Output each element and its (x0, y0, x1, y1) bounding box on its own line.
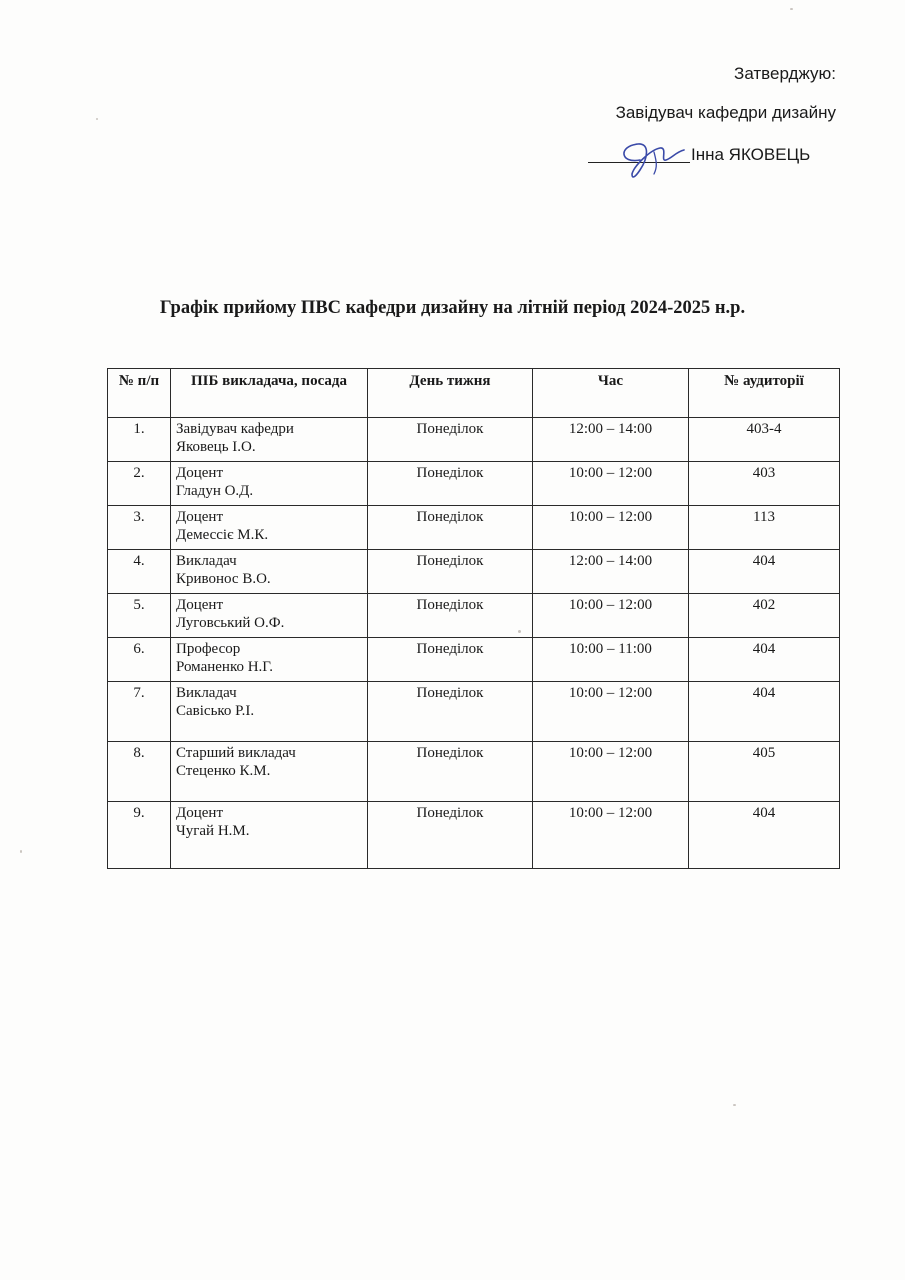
table-row (108, 594, 840, 638)
weekday: Понеділок (368, 418, 533, 462)
weekday: Понеділок (368, 742, 533, 802)
scan-speck (96, 118, 98, 120)
header-room: № аудиторії (689, 369, 840, 418)
time-slot: 10:00 – 12:00 (533, 682, 689, 742)
room-number: 404 (689, 802, 840, 869)
table-row (108, 418, 840, 462)
table-row (108, 682, 840, 742)
teacher-cell (171, 594, 368, 638)
document-title: Графік прийому ПВС кафедри дизайну на літній період 2024-2025 н.р. (159, 298, 746, 318)
signer-name: Інна ЯКОВЕЦЬ (691, 145, 811, 164)
teacher-cell (171, 418, 368, 462)
room-number: 404 (689, 682, 840, 742)
time-slot: 12:00 – 14:00 (533, 418, 689, 462)
teacher-cell (171, 506, 368, 550)
room-number: 402 (689, 594, 840, 638)
row-number: 9. (108, 802, 171, 869)
header-day: День тижня (368, 369, 533, 418)
approver-position: Завідувач кафедри дизайну (615, 103, 836, 122)
room-number: 404 (689, 550, 840, 594)
weekday: Понеділок (368, 594, 533, 638)
row-number: 3. (108, 506, 171, 550)
time-slot: 12:00 – 14:00 (533, 550, 689, 594)
teacher-cell (171, 462, 368, 506)
time-slot: 10:00 – 12:00 (533, 802, 689, 869)
row-number: 7. (108, 682, 171, 742)
scan-speck (790, 8, 793, 10)
table-row (108, 638, 840, 682)
table-row (108, 506, 840, 550)
teacher-name: Стеценко К.М. (176, 763, 271, 779)
row-number: 8. (108, 742, 171, 802)
table-row (108, 742, 840, 802)
time-slot: 10:00 – 12:00 (533, 462, 689, 506)
time-slot: 10:00 – 12:00 (533, 742, 689, 802)
room-number: 113 (689, 506, 840, 550)
row-number: 4. (108, 550, 171, 594)
table-header-row (108, 369, 840, 418)
time-slot: 10:00 – 11:00 (533, 638, 689, 682)
teacher-position: Доцент (176, 465, 223, 481)
weekday: Понеділок (368, 462, 533, 506)
teacher-position: Професор (176, 641, 241, 657)
teacher-position: Доцент (176, 805, 223, 821)
teacher-position: Доцент (176, 597, 223, 613)
teacher-cell (171, 742, 368, 802)
table-row (108, 802, 840, 869)
scan-speck (20, 850, 22, 853)
teacher-position: Викладач (176, 553, 237, 569)
table-row (108, 550, 840, 594)
time-slot: 10:00 – 12:00 (533, 506, 689, 550)
teacher-cell (171, 550, 368, 594)
header-person: ПІБ викладача, посада (171, 369, 368, 418)
row-number: 6. (108, 638, 171, 682)
room-number: 404 (689, 638, 840, 682)
teacher-position: Старший викладач (176, 745, 296, 761)
table-row (108, 462, 840, 506)
scan-speck (518, 630, 521, 633)
teacher-position: Завідувач кафедри (176, 421, 294, 437)
teacher-name: Яковець І.О. (176, 439, 256, 455)
scan-speck (733, 1104, 736, 1106)
teacher-name: Чугай Н.М. (176, 823, 250, 839)
teacher-name: Кривонос В.О. (176, 571, 271, 587)
room-number: 405 (689, 742, 840, 802)
room-number: 403-4 (689, 418, 840, 462)
header-num: № п/п (108, 369, 171, 418)
teacher-position: Доцент (176, 509, 223, 525)
handwritten-signature (610, 130, 690, 182)
teacher-cell (171, 802, 368, 869)
approval-heading: Затверджую: (734, 64, 836, 83)
weekday: Понеділок (368, 802, 533, 869)
teacher-name: Демессіє М.К. (176, 527, 269, 543)
teacher-position: Викладач (176, 685, 237, 701)
row-number: 2. (108, 462, 171, 506)
weekday: Понеділок (368, 638, 533, 682)
weekday: Понеділок (368, 506, 533, 550)
weekday: Понеділок (368, 550, 533, 594)
row-number: 5. (108, 594, 171, 638)
schedule-table (107, 368, 840, 869)
header-time: Час (533, 369, 689, 418)
row-number: 1. (108, 418, 171, 462)
teacher-name: Савісько Р.І. (176, 703, 255, 719)
room-number: 403 (689, 462, 840, 506)
teacher-name: Романенко Н.Г. (176, 659, 274, 675)
weekday: Понеділок (368, 682, 533, 742)
time-slot: 10:00 – 12:00 (533, 594, 689, 638)
teacher-name: Гладун О.Д. (176, 483, 254, 499)
teacher-cell (171, 682, 368, 742)
teacher-name: Луговський О.Ф. (176, 615, 285, 631)
teacher-cell (171, 638, 368, 682)
